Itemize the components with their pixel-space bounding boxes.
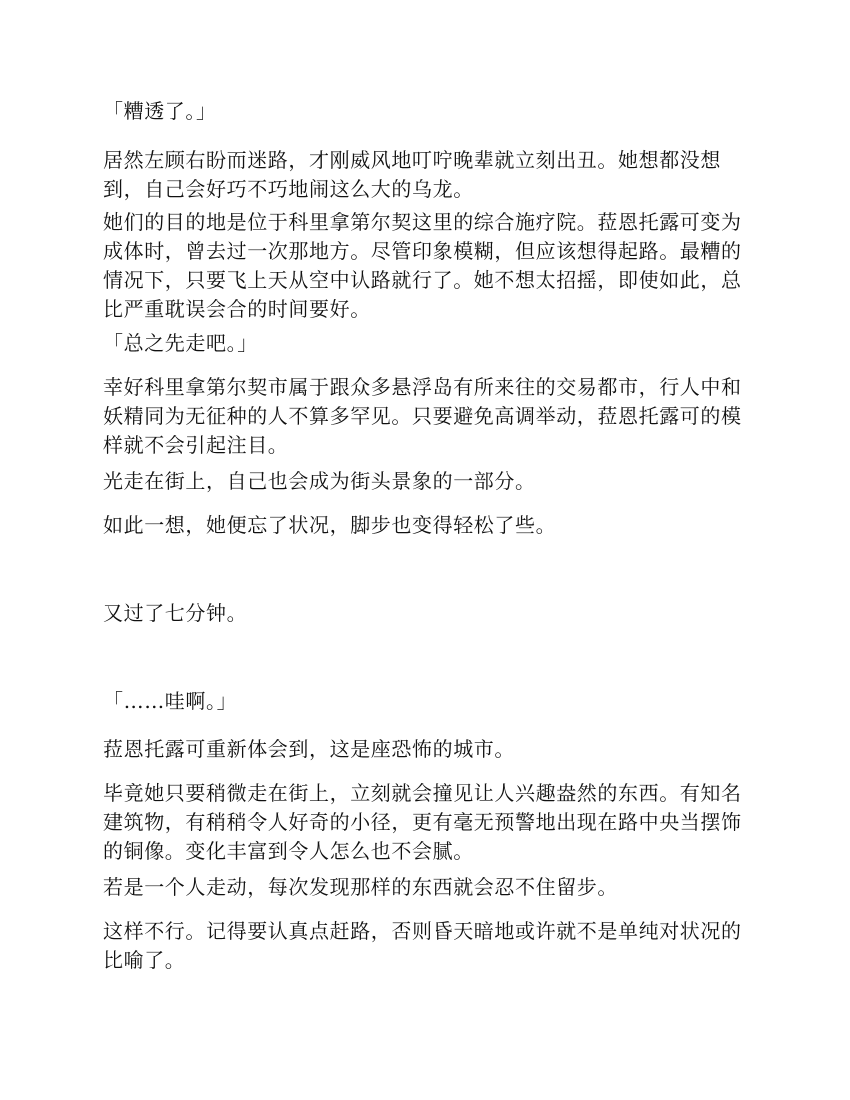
paragraph: 如此一想，她便忘了状况，脚步也变得轻松了些。	[103, 513, 557, 537]
paragraph-scene-break: 又过了七分钟。	[103, 601, 248, 625]
paragraph: 菈恩托露可重新体会到，这是座恐怖的城市。	[103, 737, 515, 761]
paragraph: 她们的目的地是位于科里拿第尔契这里的综合施疗院。菈恩托露可变为成体时，曾去过一次那地方。尽管印象模糊，但应该想得起路。最糟的情况下，只要飞上天从空中认路就行了。她不想太招摇，即使如此，总比严重耽误会合的时间要好。	[103, 210, 742, 321]
paragraph-dialogue: 「总之先走吧。」	[103, 331, 258, 355]
paragraph: 居然左顾右盼而迷路，才刚威风地叮咛晚辈就立刻出丑。她想都没想到，自己会好巧不巧地闹这么大的乌龙。	[103, 148, 721, 201]
paragraph: 幸好科里拿第尔契市属于跟众多悬浮岛有所来往的交易都市，行人中和妖精同为无征种的人不算多罕见。只要避免高调举动，菈恩托露可的模样就不会引起注目。	[103, 375, 742, 457]
paragraph: 毕竟她只要稍微走在街上，立刻就会撞见让人兴趣盎然的东西。有知名建筑物，有稍稍令人好奇的小径，更有毫无预警地出现在路中央当摆饰的铜像。变化丰富到令人怎么也不会腻。	[103, 781, 742, 863]
paragraph-dialogue: 「糟透了。」	[103, 99, 217, 123]
paragraph: 光走在街上，自己也会成为街头景象的一部分。	[103, 469, 536, 493]
paragraph-dialogue: 「……哇啊。」	[103, 689, 238, 713]
paragraph: 这样不行。记得要认真点赶路，否则昏天暗地或许就不是单纯对状况的比喻了。	[103, 919, 742, 972]
paragraph: 若是一个人走动，每次发现那样的东西就会忍不住留步。	[103, 875, 618, 899]
